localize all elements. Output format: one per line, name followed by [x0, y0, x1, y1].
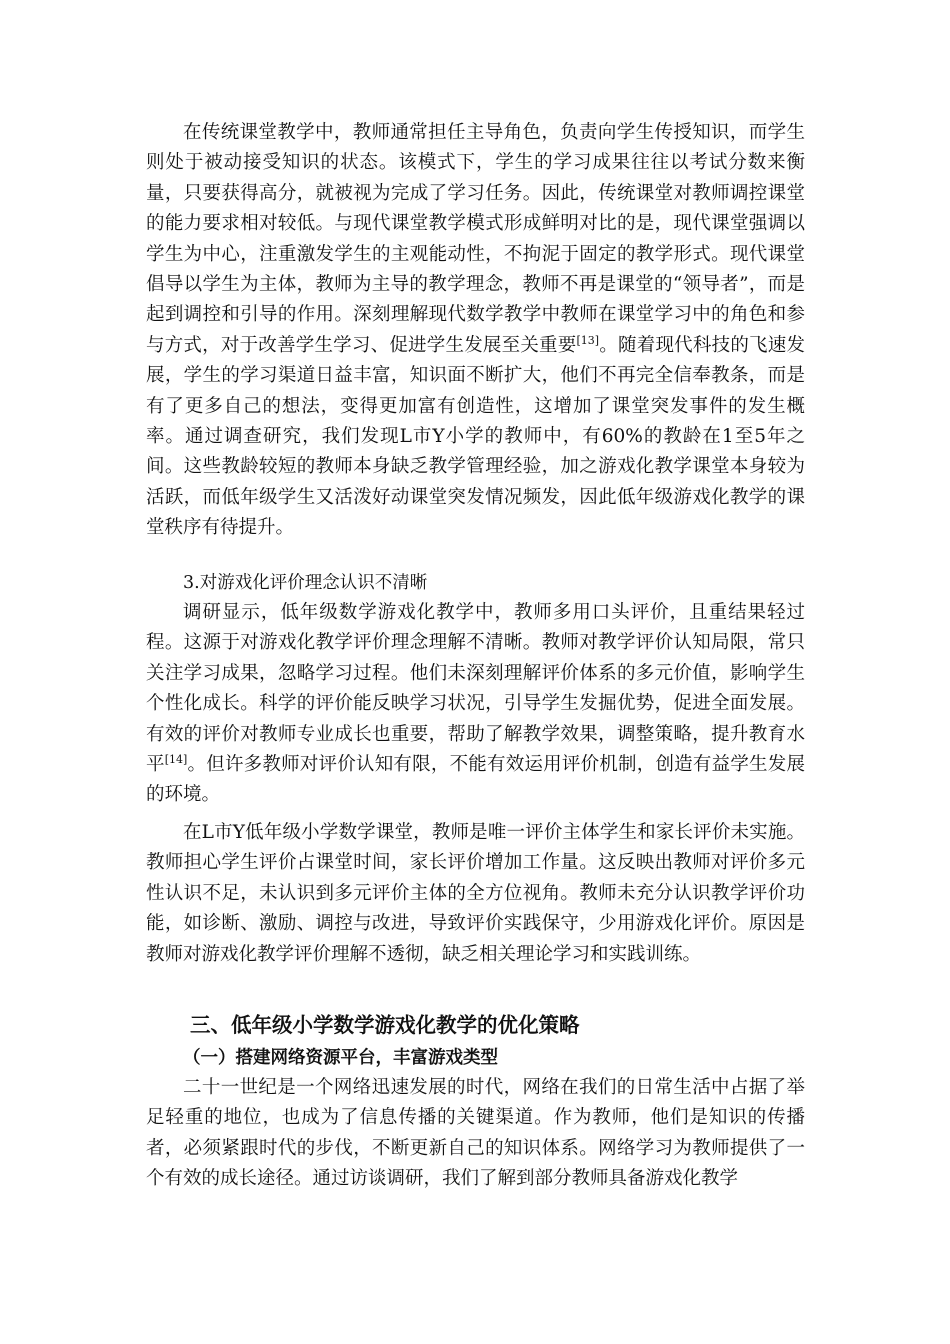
subheading-evaluation-concept: 3.对游戏化评价理念认识不清晰: [183, 573, 428, 593]
paragraph-network-learning: 二十一世纪是一个网络迅速发展的时代，网络在我们的日常生活中占据了举足轻重的地位，也成为了信息传播的关键渠道。作为教师，他们是知识的传播者，必须紧跟时代的步伐，不断更新自己的知识体系。网络学习为教师提供了一个有效的成长途径。通过访谈调研，我们了解到部分教师具备游戏化教学: [146, 1077, 805, 1190]
paragraph-text: 在传统课堂教学中，教师通常担任主导角色，负责向学生传授知识，而学生则处于被动接受知识的状态。该模式下，学生的学习成果往往以考试分数来衡量，只要获得高分，就被视为完成了学习任务。因此，传统课堂对教师调控课堂的能力要求相对较低。与现代课堂教学模式形成鲜明对比的是，现代课堂强调以学生为中心，注重激发学生的主观能动性，不拘泥于固定的教学形式。现代课堂倡导以学生为主体，教师为主导的教学理念，教师不再是课堂的“领导者”，而是起到调控和引导的作用。深刻理解现代数学教学中教师在课堂学习中的角色和参与方式，对于改善学生学习、促进学生发展至关重要: [146, 122, 805, 356]
subsection-heading-network-platform: （一）搭建网络资源平台，丰富游戏类型: [183, 1048, 498, 1068]
citation-13[interactable]: [13]: [576, 333, 600, 347]
section-heading-optimization: 三、低年级小学数学游戏化教学的优化策略: [190, 1013, 580, 1037]
paragraph-text-continued: 。但许多教师对评价认知有限，不能有效运用评价机制，创造有益学生发展的环境。: [146, 754, 805, 806]
citation-14[interactable]: [14]: [164, 752, 188, 766]
paragraph-evaluation-subjects: 在L市Y低年级小学数学课堂，教师是唯一评价主体学生和家长评价未实施。教师担心学生评价占课堂时间，家长评价增加工作量。这反映出教师对评价多元性认识不足，未认识到多元评价主体的全方位视角。教师未充分认识教学评价功能，如诊断、激励、调控与改进，导致评价实践保守，少用游戏化评价。原因是教师对游戏化教学评价理解不透彻，缺乏相关理论学习和实践训练。: [146, 822, 805, 965]
paragraph-classroom-roles: [146, 118, 805, 544]
paragraph-text: 调研显示，低年级数学游戏化教学中，教师多用口头评价，且重结果轻过程。这源于对游戏化教学评价理念理解不清晰。教师对教学评价认知局限，常只关注学习成果，忽略学习过程。他们未深刻理解评价体系的多元价值，影响学生个性化成长。科学的评价能反映学习状况，引导学生发掘优势，促进全面发展。有效的评价对教师专业成长也重要，帮助了解教学效果，调整策略，提升教育水平: [146, 602, 805, 776]
paragraph-evaluation-survey: [146, 598, 805, 811]
paragraph-text-continued: 。随着现代科技的飞速发展，学生的学习渠道日益丰富，知识面不断扩大，他们不再完全信奉教条，而是有了更多自己的想法，变得更加富有创造性，这增加了课堂突发事件的发生概率。通过调查研究，我们发现L市Y小学的教师中，有60%的教龄在1至5年之间。这些教龄较短的教师本身缺乏教学管理经验，加之游戏化教学课堂本身较为活跃，而低年级学生又活泼好动课堂突发情况频发，因此低年级游戏化教学的课堂秩序有待提升。: [146, 334, 805, 539]
